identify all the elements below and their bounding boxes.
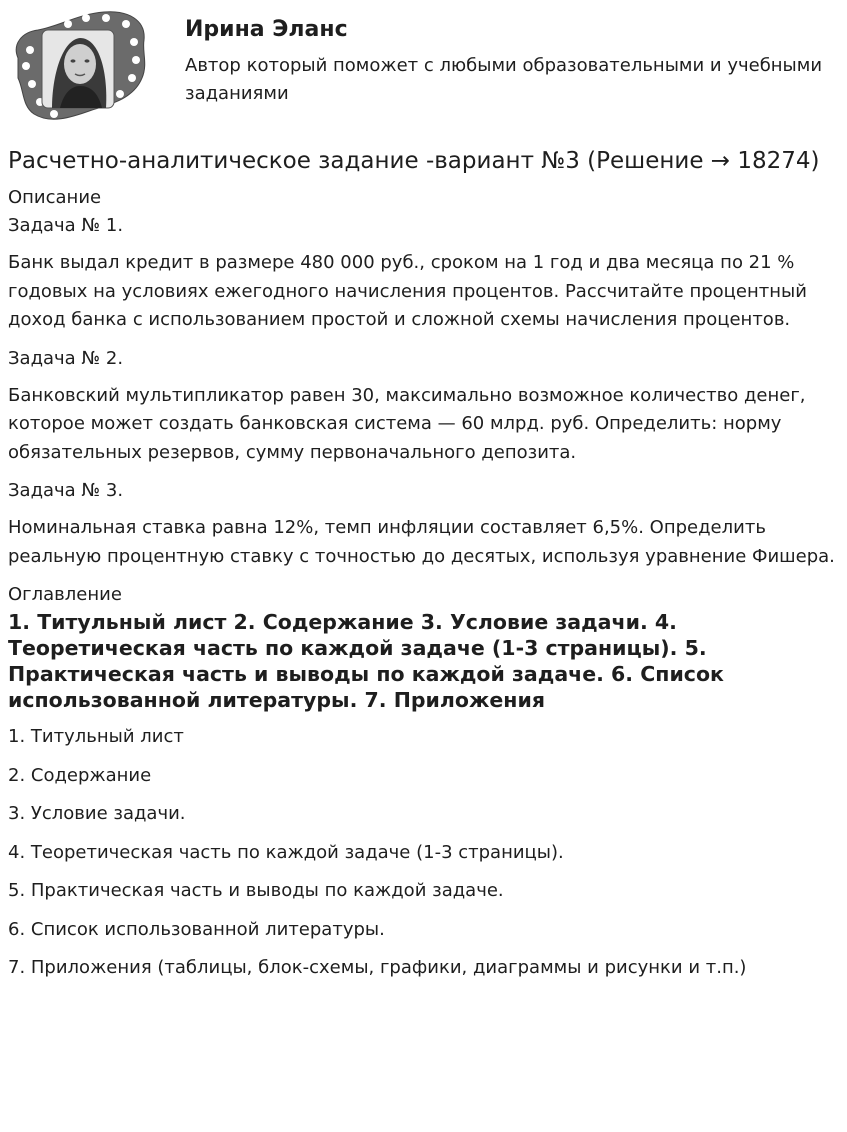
toc-label: Оглавление — [8, 584, 122, 605]
toc-item: 5. Практическая часть и выводы по каждой задаче. — [8, 880, 504, 901]
author-avatar — [8, 6, 152, 126]
task-text: Банк выдал кредит в размере 480 000 руб., сроком на 1 год и два месяца по 21 % годовых на условиях ежегодного начисления процентов. Рассчитайте процентный доход банка с использованием простой и сложной схемы начисления процентов. — [8, 252, 807, 330]
toc-item: 3. Условие задачи. — [8, 803, 186, 824]
author-name: Ирина Эланс — [185, 17, 348, 42]
task-title: Задача № 1. — [8, 215, 124, 236]
main-content — [8, 147, 840, 993]
task-title: Задача № 2. — [8, 347, 124, 369]
toc-item: 6. Список использованной литературы. — [8, 918, 385, 940]
toc-item: 7. Приложения (таблицы, блок-схемы, графики, диаграммы и рисунки и т.п.) — [8, 957, 747, 978]
task-title: Задача № 3. — [8, 480, 124, 501]
toc-heading: 1. Титульный лист 2. Содержание 3. Условие задачи. 4. Теоретическая часть по каждой задаче (1-3 страницы). 5. Практическая часть и выводы по каждой задаче. 6. Список использованной литературы. 7. Приложения — [8, 610, 724, 712]
toc-item: 2. Содержание — [8, 764, 152, 786]
author-card — [8, 6, 838, 128]
task-1 — [8, 212, 840, 335]
toc-item: 1. Титульный лист — [8, 726, 184, 747]
task-3 — [8, 477, 840, 571]
toc-list — [8, 723, 840, 982]
page-title: Расчетно-аналитическое задание -вариант №3 (Решение → 18274) — [8, 148, 820, 174]
task-text: Банковский мультипликатор равен 30, максимально возможное количество денег, которое может создать банковская система — 60 млрд. руб. Определить: норму обязательных резервов, сумму первоначального депозита. — [8, 384, 806, 463]
toc-item: 4. Теоретическая часть по каждой задаче (1-3 страницы). — [8, 841, 564, 863]
author-description: Автор который поможет с любыми образовательными и учебными заданиями — [185, 55, 823, 104]
description-label: Описание — [8, 187, 102, 208]
task-2 — [8, 345, 840, 468]
task-text: Номинальная ставка равна 12%, темп инфляции составляет 6,5%. Определить реальную процентную ставку с точностью до десятых, используя уравнение Фишера. — [8, 517, 835, 567]
